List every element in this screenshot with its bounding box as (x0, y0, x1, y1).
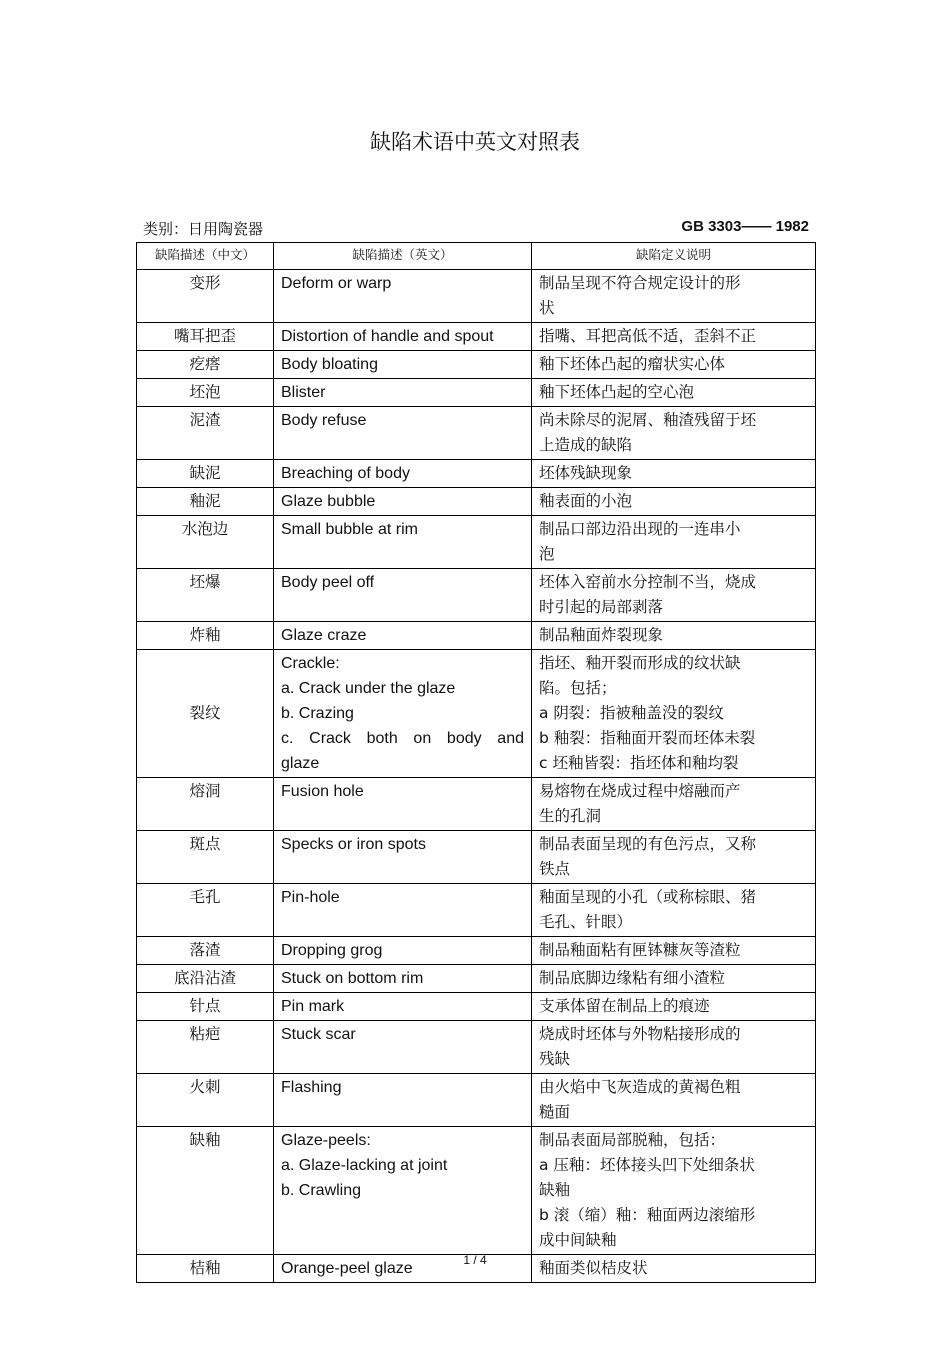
definition-line: 铁点 (539, 860, 571, 878)
defect-chinese-name: 变形 (137, 270, 274, 323)
definition-line: 生的孔洞 (539, 807, 602, 825)
table-row (137, 270, 816, 323)
definition-line: 釉下坯体凸起的瘤状实心体 (539, 355, 726, 373)
defect-english-name (274, 270, 532, 323)
definition-line: 坯体残缺现象 (539, 464, 633, 482)
defect-chinese-name: 缺泥 (137, 460, 274, 488)
definition-line: 上造成的缺陷 (539, 436, 633, 454)
defect-definition (532, 884, 816, 937)
english-line: glaze (281, 755, 320, 772)
defect-chinese-name: 嘴耳把歪 (137, 323, 274, 351)
defect-english-name (274, 622, 532, 650)
defect-english-name (274, 650, 532, 778)
english-line: Orange-peel glaze (281, 1260, 413, 1277)
defect-chinese-name: 炸釉 (137, 622, 274, 650)
defect-english-name (274, 778, 532, 831)
defect-chinese-name: 疙瘩 (137, 351, 274, 379)
english-line: Pin-hole (281, 889, 340, 906)
english-line: Deform or warp (281, 275, 392, 292)
defect-chinese-name: 底沿沾渣 (137, 965, 274, 993)
defect-english-name (274, 884, 532, 937)
header-chinese: 缺陷描述（中文） (137, 243, 274, 270)
defect-chinese-name: 落渣 (137, 937, 274, 965)
defect-chinese-name: 裂纹 (137, 650, 274, 778)
table-row (137, 516, 816, 569)
english-line: Stuck on bottom rim (281, 970, 424, 987)
defect-english-name (274, 993, 532, 1021)
definition-line: 缺釉 (539, 1181, 571, 1199)
definition-line: 烧成时坯体与外物粘接形成的 (539, 1025, 741, 1043)
defect-english-name (274, 1074, 532, 1127)
english-line: Body refuse (281, 412, 367, 429)
defect-english-name (274, 379, 532, 407)
english-line: Breaching of body (281, 465, 410, 482)
page-number: 1 / 4 (463, 1253, 487, 1267)
defect-chinese-name: 火刺 (137, 1074, 274, 1127)
defect-definition (532, 460, 816, 488)
table-row (137, 622, 816, 650)
english-line: Body bloating (281, 356, 378, 373)
defect-english-name (274, 407, 532, 460)
defect-chinese-name: 熔洞 (137, 778, 274, 831)
defect-english-name (274, 460, 532, 488)
defect-chinese-name: 针点 (137, 993, 274, 1021)
english-line: Small bubble at rim (281, 521, 418, 538)
table-row (137, 650, 816, 778)
defect-english-name (274, 488, 532, 516)
definition-line: b 滚（缩）釉：釉面两边滚缩形 (539, 1206, 756, 1224)
definition-line: 釉面类似桔皮状 (539, 1259, 648, 1277)
defect-definition (532, 270, 816, 323)
defect-english-name (274, 323, 532, 351)
definition-line: 易熔物在烧成过程中熔融而产 (539, 782, 741, 800)
defect-english-name (274, 516, 532, 569)
table-row (137, 965, 816, 993)
english-line: Body peel off (281, 574, 375, 591)
defect-chinese-name: 釉泥 (137, 488, 274, 516)
definition-line: a 阴裂：指被釉盖没的裂纹 (539, 704, 724, 722)
definition-line: 制品釉面炸裂现象 (539, 626, 664, 644)
definition-line: c 坯釉皆裂：指坯体和釉均裂 (539, 754, 739, 772)
definition-line: 釉面呈现的小孔（或称棕眼、猪 (539, 888, 757, 906)
english-line: Specks or iron spots (281, 836, 426, 853)
english-line: Pin mark (281, 998, 345, 1015)
defect-english-name (274, 831, 532, 884)
table-row (137, 1074, 816, 1127)
english-line: Fusion hole (281, 783, 364, 800)
table-row (137, 993, 816, 1021)
english-line: Glaze-peels: (281, 1132, 371, 1149)
english-line: Flashing (281, 1079, 342, 1096)
definition-line: 制品表面呈现的有色污点，又称 (539, 835, 757, 853)
defect-english-name (274, 937, 532, 965)
defect-definition (532, 937, 816, 965)
definition-line: 由火焰中飞灰造成的黄褐色粗 (539, 1078, 741, 1096)
defect-english-name (274, 1021, 532, 1074)
english-line: Distortion of handle and spout (281, 328, 494, 345)
defect-english-name (274, 351, 532, 379)
defect-english-name (274, 1127, 532, 1255)
defect-definition (532, 488, 816, 516)
definition-line: 制品表面局部脱釉，包括： (539, 1131, 726, 1149)
definition-line: 指坯、釉开裂而形成的纹状缺 (539, 654, 741, 672)
table-header-row (137, 243, 816, 270)
definition-line: 残缺 (539, 1050, 571, 1068)
english-line: Dropping grog (281, 942, 383, 959)
defect-chinese-name: 水泡边 (137, 516, 274, 569)
definition-line: a 压釉：坯体接头凹下处细条状 (539, 1156, 755, 1174)
english-line: a. Crack under the glaze (281, 680, 456, 697)
definition-line: 成中间缺釉 (539, 1231, 617, 1249)
english-line: Glaze craze (281, 627, 367, 644)
defect-chinese-name: 坯爆 (137, 569, 274, 622)
definition-line: 制品呈现不符合规定设计的形 (539, 274, 741, 292)
defect-definition (532, 778, 816, 831)
english-line: Blister (281, 384, 326, 401)
defect-definition (532, 993, 816, 1021)
header-english: 缺陷描述（英文） (274, 243, 532, 270)
table-row (137, 488, 816, 516)
page-title: 缺陷术语中英文对照表 (370, 130, 580, 154)
table-row (137, 323, 816, 351)
definition-line: 毛孔、针眼） (539, 913, 633, 931)
definition-line: 釉下坯体凸起的空心泡 (539, 383, 695, 401)
defect-chinese-name: 粘疤 (137, 1021, 274, 1074)
defect-definition (532, 831, 816, 884)
definition-line: 制品釉面粘有匣钵糠灰等渣粒 (539, 941, 741, 959)
definition-line: b 釉裂：指釉面开裂而坯体未裂 (539, 729, 756, 747)
defect-definition (532, 622, 816, 650)
defect-chinese-name: 斑点 (137, 831, 274, 884)
defect-definition (532, 351, 816, 379)
table-row (137, 351, 816, 379)
definition-line: 泡 (539, 545, 555, 563)
definition-line: 坯体入窑前水分控制不当，烧成 (539, 573, 757, 591)
definition-line: 釉表面的小泡 (539, 492, 633, 510)
defect-terms-table (136, 242, 816, 1283)
english-line: a. Glaze-lacking at joint (281, 1157, 448, 1174)
english-line: Crackle: (281, 655, 340, 672)
defect-definition (532, 650, 816, 778)
definition-line: 支承体留在制品上的痕迹 (539, 997, 710, 1015)
defect-definition (532, 1074, 816, 1127)
definition-line: 陷。包括； (539, 679, 617, 697)
header-definition: 缺陷定义说明 (532, 243, 816, 270)
table-row (137, 407, 816, 460)
definition-line: 制品口部边沿出现的一连串小 (539, 520, 741, 538)
table-row (137, 1021, 816, 1074)
table-row (137, 937, 816, 965)
defect-chinese-name: 毛孔 (137, 884, 274, 937)
defect-chinese-name: 缺釉 (137, 1127, 274, 1255)
defect-definition (532, 516, 816, 569)
defect-definition (532, 965, 816, 993)
category-label: 类别：日用陶瓷器 (143, 220, 264, 238)
table-row (137, 884, 816, 937)
defect-definition (532, 323, 816, 351)
table-row (137, 569, 816, 622)
table-row (137, 778, 816, 831)
defect-definition (532, 379, 816, 407)
defect-definition (532, 407, 816, 460)
defect-chinese-name: 泥渣 (137, 407, 274, 460)
defect-definition (532, 1021, 816, 1074)
definition-line: 状 (539, 299, 555, 317)
defect-definition (532, 1127, 816, 1255)
table-row (137, 1127, 816, 1255)
definition-line: 指嘴、耳把高低不适，歪斜不正 (539, 327, 757, 345)
defect-english-name (274, 569, 532, 622)
table-row (137, 831, 816, 884)
english-line: c. Crack both on body and (281, 730, 524, 747)
defect-chinese-name: 桔釉 (137, 1255, 274, 1283)
standard-number: GB 3303—— 1982 (681, 218, 809, 235)
definition-line: 制品底脚边缘粘有细小渣粒 (539, 969, 726, 987)
table-row (137, 379, 816, 407)
english-line: Glaze bubble (281, 493, 376, 510)
definition-line: 尚未除尽的泥屑、釉渣残留于坯 (539, 411, 757, 429)
english-line: b. Crawling (281, 1182, 362, 1199)
defect-english-name (274, 965, 532, 993)
definition-line: 糙面 (539, 1103, 571, 1121)
definition-line: 时引起的局部剥落 (539, 598, 664, 616)
table-row (137, 460, 816, 488)
english-line: b. Crazing (281, 705, 354, 722)
defect-definition (532, 569, 816, 622)
defect-chinese-name: 坯泡 (137, 379, 274, 407)
english-line: Stuck scar (281, 1026, 356, 1043)
